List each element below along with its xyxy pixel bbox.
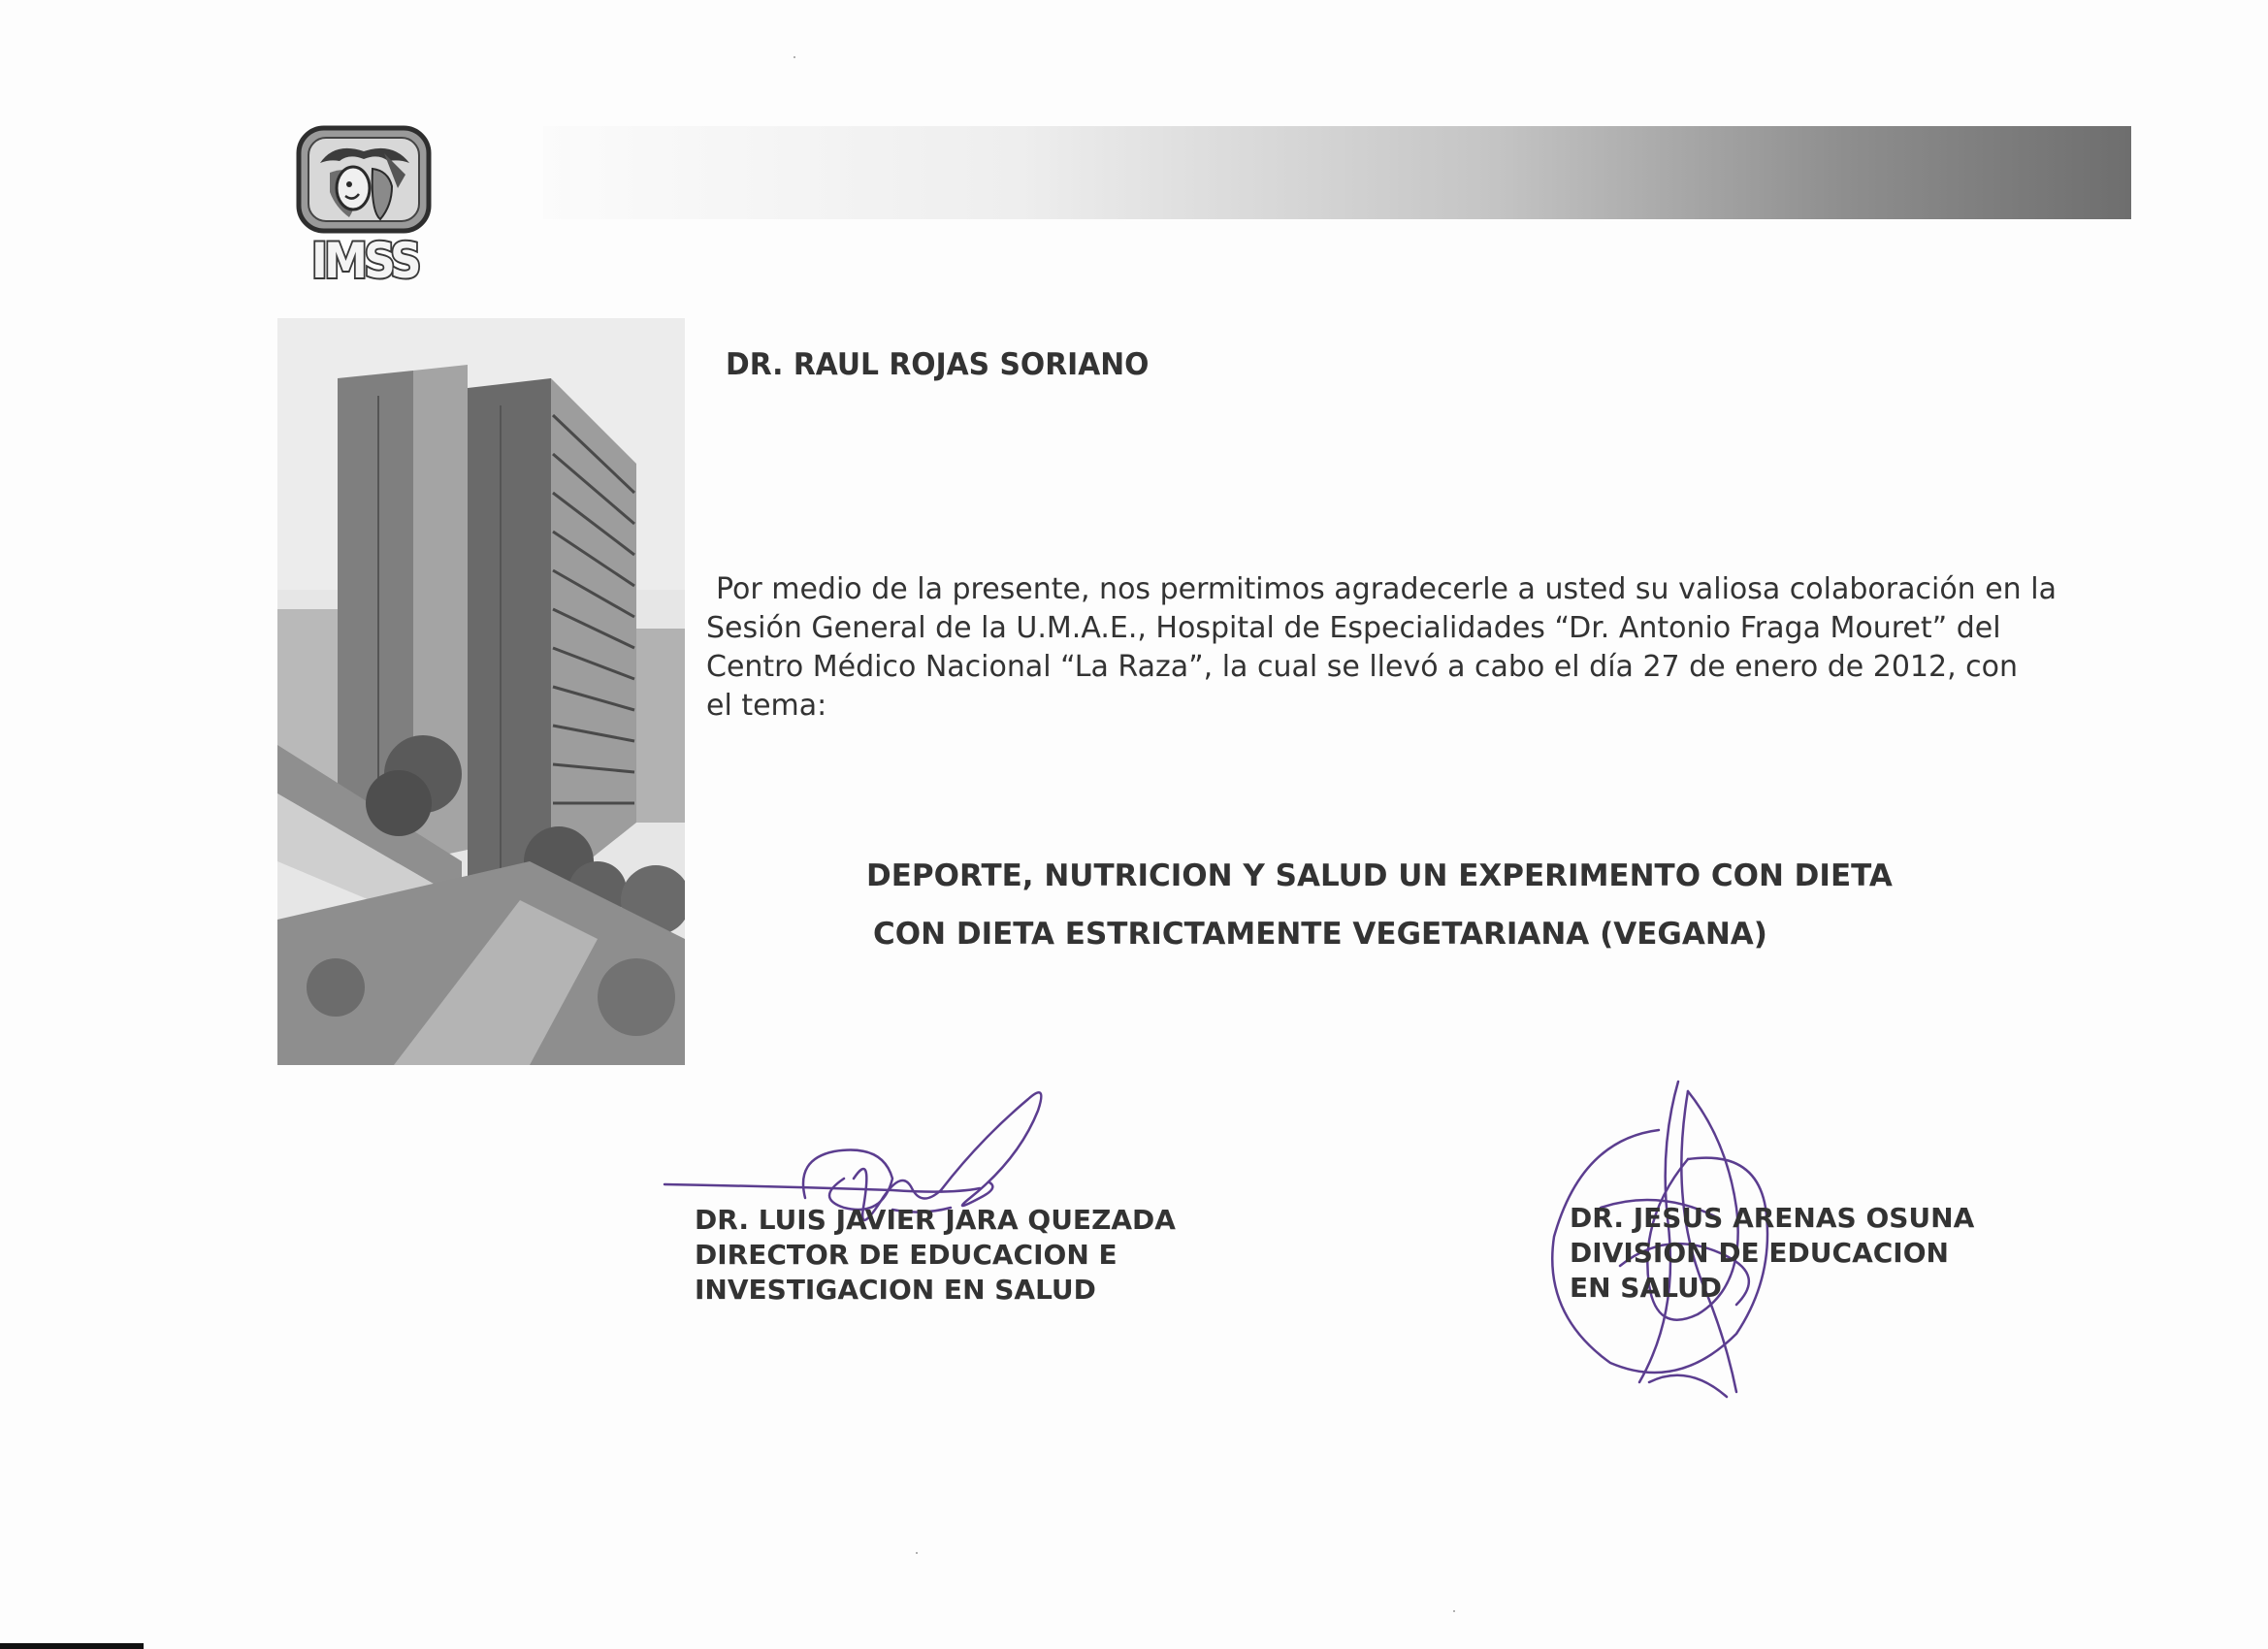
imss-eagle-mother-child-icon (291, 124, 437, 236)
signer-right-block (1570, 1201, 1974, 1306)
signer-name: DR. JESUS ARENAS OSUNA (1570, 1202, 1975, 1234)
body-line: Por medio de la presente, nos permitimos agradecerle a usted su valiosa colaboración en la (716, 572, 2057, 606)
signer-title: DIVISION DE EDUCACION (1570, 1237, 1949, 1269)
recipient-name: DR. RAUL ROJAS SORIANO (726, 347, 1150, 382)
signer-left-block (695, 1203, 1176, 1308)
signer-name: DR. LUIS JAVIER JARA QUEZADA (695, 1204, 1176, 1236)
body-line: el tema: (706, 689, 827, 723)
body-line: Centro Médico Nacional “La Raza”, la cual se llevó a cabo el día 27 de enero de 2012, con (706, 650, 2019, 684)
signer-title: INVESTIGACION EN SALUD (695, 1274, 1096, 1306)
building-photo (277, 318, 685, 1065)
signer-title: DIRECTOR DE EDUCACION E (695, 1239, 1118, 1271)
imss-logo-text: IMSS (311, 233, 418, 289)
topic-line: DEPORTE, NUTRICION Y SALUD UN EXPERIMENTO CON DIETA (866, 858, 1893, 893)
scan-edge-mark (0, 1643, 144, 1649)
body-paragraph (706, 570, 2057, 726)
signer-title: EN SALUD (1570, 1272, 1722, 1304)
scan-speck (794, 56, 795, 58)
topic-line: CON DIETA ESTRICTAMENTE VEGETARIANA (VEGANA) (873, 917, 1767, 952)
header-gradient-band (543, 126, 2131, 219)
imss-logo (291, 124, 437, 294)
scan-speck (916, 1552, 918, 1554)
body-line: Sesión General de la U.M.A.E., Hospital de Especialidades “Dr. Antonio Fraga Mouret” del (706, 611, 2001, 645)
scan-speck (1453, 1610, 1455, 1612)
